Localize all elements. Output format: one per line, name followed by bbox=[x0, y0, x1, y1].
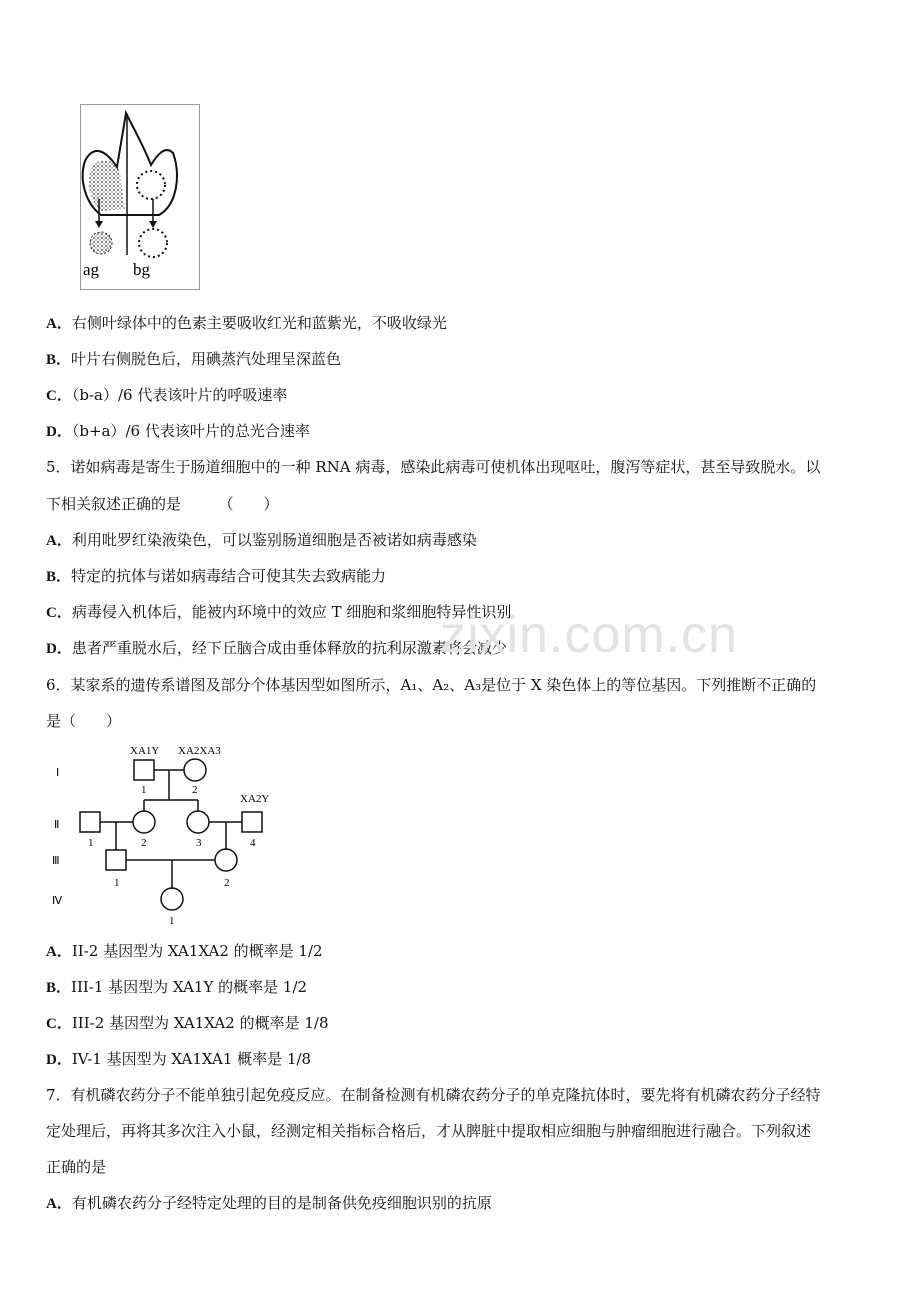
num-IV1: 1 bbox=[169, 915, 175, 927]
q7-stem-line1: 7．有机磷农药分子不能单独引起免疫反应。在制备检测有机磷农药分子的单克隆抗体时，要先将有机磷农药分子经特 bbox=[46, 1086, 821, 1104]
label-ag: ag bbox=[83, 260, 100, 279]
q5-option-a: A．利用吡罗红染液染色，可以鉴别肠道细胞是否被诺如病毒感染 bbox=[46, 531, 477, 549]
individual-I2 bbox=[184, 759, 206, 781]
num-II3: 3 bbox=[196, 837, 202, 849]
gen-label-2: Ⅱ bbox=[54, 819, 60, 831]
gen-label-1: Ⅰ bbox=[56, 767, 60, 779]
individual-II4 bbox=[242, 812, 262, 832]
num-II2: 2 bbox=[141, 837, 147, 849]
num-I2: 2 bbox=[192, 784, 198, 796]
q6-stem-line1: 6．某家系的遗传系谱图及部分个体基因型如图所示，A₁、A₂、A₃是位于 X 染色体上的等位基因。下列推断不正确的 bbox=[46, 676, 817, 694]
watermark: zixin.com.cn bbox=[440, 606, 739, 664]
q6-option-d: D．IV-1 基因型为 XA1XA1 概率是 1/8 bbox=[46, 1050, 312, 1068]
label-bg: bg bbox=[133, 260, 150, 279]
num-III2: 2 bbox=[224, 877, 230, 889]
num-III1: 1 bbox=[114, 877, 120, 889]
q6-stem-line2: 是（ ） bbox=[46, 712, 122, 730]
q4-option-d: D．（b+a）/6 代表该叶片的总光合速率 bbox=[46, 422, 310, 440]
q4-option-a: A．右侧叶绿体中的色素主要吸收红光和蓝紫光，不吸收绿光 bbox=[46, 314, 447, 332]
q7-stem-line2: 定处理后，再将其多次注入小鼠，经测定相关指标合格后，才从脾脏中提取相应细胞与肿瘤细胞进行融合。下列叙述 bbox=[46, 1122, 812, 1140]
num-II4: 4 bbox=[250, 837, 256, 849]
q5-option-d: D．患者严重脱水后，经下丘脑合成由垂体释放的抗利尿激素将会减少 bbox=[46, 639, 507, 657]
q4-option-b: B．叶片右侧脱色后，用碘蒸汽处理呈深蓝色 bbox=[46, 350, 342, 368]
individual-I1 bbox=[134, 760, 154, 780]
num-II1: 1 bbox=[88, 837, 94, 849]
q4-option-c: C．（b-a）/6 代表该叶片的呼吸速率 bbox=[46, 386, 288, 404]
q5-stem-line2: 下相关叙述正确的是 （ ） bbox=[46, 495, 279, 513]
individual-II3 bbox=[187, 811, 209, 833]
q7-stem-line3: 正确的是 bbox=[46, 1158, 107, 1176]
q5-option-c: C．病毒侵入机体后，能被内环境中的效应 T 细胞和浆细胞特异性识别 bbox=[46, 603, 512, 621]
gen-label-3: Ⅲ bbox=[52, 855, 60, 867]
num-I1: 1 bbox=[141, 784, 147, 796]
genotype-I1: XA1Y bbox=[130, 745, 160, 757]
q6-option-c: C．III-2 基因型为 XA1XA2 的概率是 1/8 bbox=[46, 1014, 329, 1032]
leaf-drawing bbox=[81, 105, 199, 289]
genotype-I2: XA2XA3 bbox=[178, 745, 221, 757]
individual-II2 bbox=[133, 811, 155, 833]
individual-II1 bbox=[80, 812, 100, 832]
q6-option-a: A．II-2 基因型为 XA1XA2 的概率是 1/2 bbox=[46, 942, 323, 960]
pedigree-chart bbox=[46, 740, 286, 930]
individual-III1 bbox=[106, 850, 126, 870]
gen-label-4: Ⅳ bbox=[52, 895, 63, 907]
q7-option-a: A．有机磷农药分子经特定处理的目的是制备供免疫细胞识别的抗原 bbox=[46, 1194, 492, 1212]
q5-option-b: B．特定的抗体与诺如病毒结合可使其失去致病能力 bbox=[46, 567, 387, 585]
genotype-II4: XA2Y bbox=[240, 793, 270, 805]
q5-stem-line1: 5．诺如病毒是寄生于肠道细胞中的一种 RNA 病毒，感染此病毒可使机体出现呕吐，腹泻等症状，甚至导致脱水。以 bbox=[46, 458, 821, 476]
pedigree-svg bbox=[46, 740, 286, 930]
individual-IV1 bbox=[161, 888, 183, 910]
individual-III2 bbox=[215, 849, 237, 871]
generation-labels bbox=[52, 767, 63, 907]
leaf-experiment-figure bbox=[80, 104, 200, 290]
q6-option-b: B．III-1 基因型为 XA1Y 的概率是 1/2 bbox=[46, 978, 308, 996]
